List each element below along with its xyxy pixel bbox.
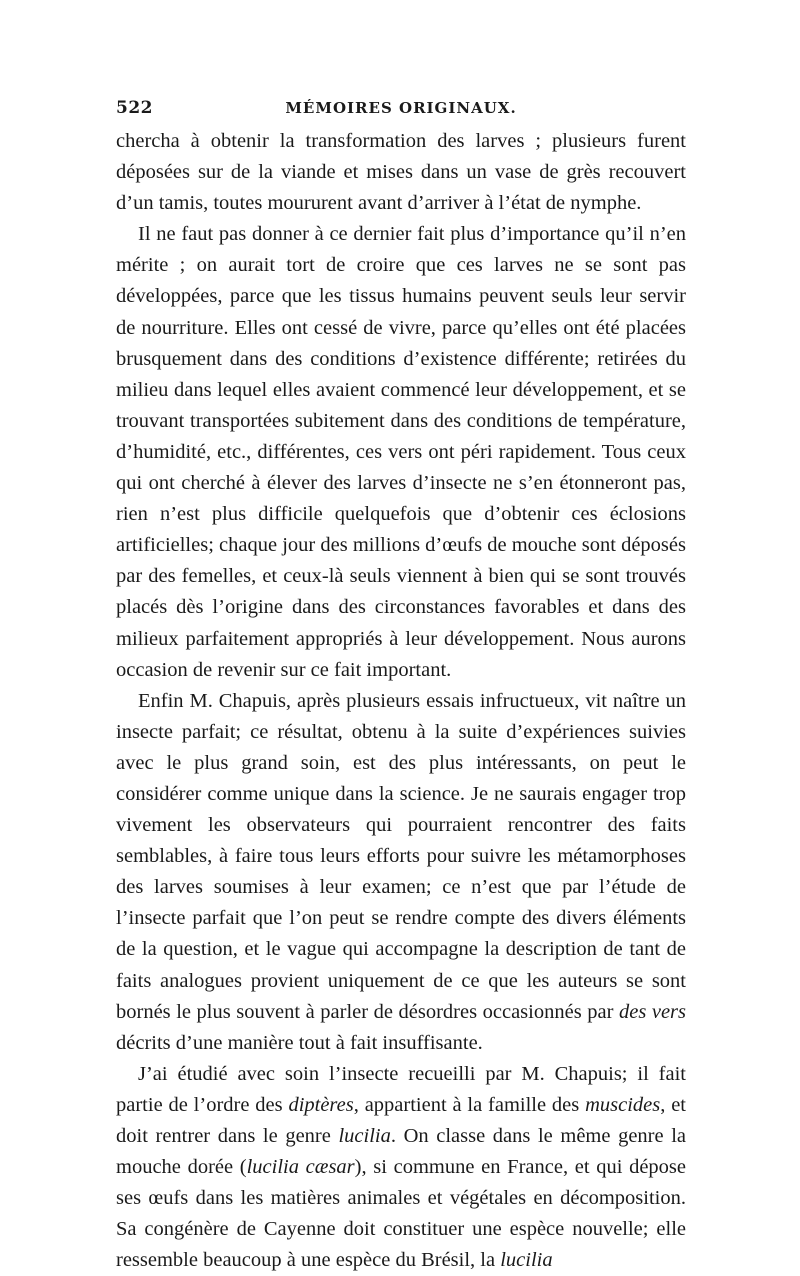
running-title: MÉMOIRES ORIGINAUX. (285, 99, 517, 117)
page-number: 522 (116, 98, 153, 118)
italic-term: lucilia cæsar (246, 1156, 355, 1179)
italic-term: des vers (618, 1000, 687, 1023)
paragraph (116, 219, 686, 685)
text-run: J’ai étudié avec soin l’insecte recueilli par M. Chapuis; il fait partie de l’ordre des (116, 1062, 686, 1116)
paragraph (116, 686, 686, 1059)
text-run: . On classe dans le même genre la mouche dorée ( (116, 1125, 686, 1179)
paragraph (116, 126, 686, 219)
text-run: ), si commune en France, et qui dépose ses œufs dans les matières animales et végétales en décomposition. Sa congénère de Cayenne doit constituer une espèce nouvelle; elle ressemble beaucoup à une espèce du Brésil, la (116, 1156, 687, 1272)
italic-term: muscides (585, 1093, 661, 1116)
italic-term: diptères (288, 1093, 354, 1116)
text-run: Enfin M. Chapuis, après plusieurs essais infructueux, vit naître un insecte parfait; ce résultat, obtenu à la suite d’expériences suivies avec le plus grand soin, est des plus intéressants, on peut le considérer comme unique dans la science. Je ne saurais engager trop vivement les observateurs qui pourraient rencontrer des faits semblables, à faire tous leurs efforts pour suivre les métamorphoses des larves soumises à leur examen; ce n’est que par l’étude de l’insecte parfait que l’on peut se rendre compte des divers éléments de la question, et le vague qui accompagne la description de tant de faits analogues provient uniquement de ce que les auteurs se sont bornés le plus souvent à parler de désordres occasionnés par (116, 689, 686, 1023)
text-run: Il ne faut pas donner à ce dernier fait plus d’importance qu’il n’en mérite ; on aurait tort de croire que ces larves ne se sont pas développées, parce que les tissus humains peuvent seuls leur servir de nourriture. Elles ont cessé de vivre, parce qu’elles ont été placées brusquement dans des conditions d’existence différente; retirées du milieu dans lequel elles avaient commencé leur développement, et se trouvant transportées subitement dans des conditions de température, d’humidité, etc., différentes, ces vers ont péri rapidement. Tous ceux qui ont cherché à élever des larves d’insecte ne s’en étonneront pas, rien n’est plus difficile quelquefois que d’obtenir ces éclosions artificielles; chaque jour des millions d’œufs de mouche sont déposés par des femelles, et ceux-là seuls viennent à bien qui se sont trouvés placés dès l’origine dans des circonstances favorables et dans des milieux parfaitement appropriés à leur développement. Nous aurons occasion de revenir sur ce fait important. (116, 223, 686, 681)
paragraph (116, 1059, 686, 1276)
text-run: décrits d’une manière tout à fait insuffisante. (116, 1031, 483, 1054)
italic-term: lucilia (338, 1125, 391, 1147)
body-text (116, 126, 686, 1276)
text-run: , et doit rentrer dans le genre (116, 1093, 686, 1147)
italic-term: lucilia (500, 1249, 553, 1272)
text-run: chercha à obtenir la transformation des larves ; plusieurs furent déposées sur de la viande et mises dans un vase de grès recouvert d’un tamis, toutes moururent avant d’arriver à l’état de nymphe. (116, 130, 686, 215)
page-header (116, 98, 686, 122)
text-run: , appartient à la famille des (353, 1093, 586, 1116)
